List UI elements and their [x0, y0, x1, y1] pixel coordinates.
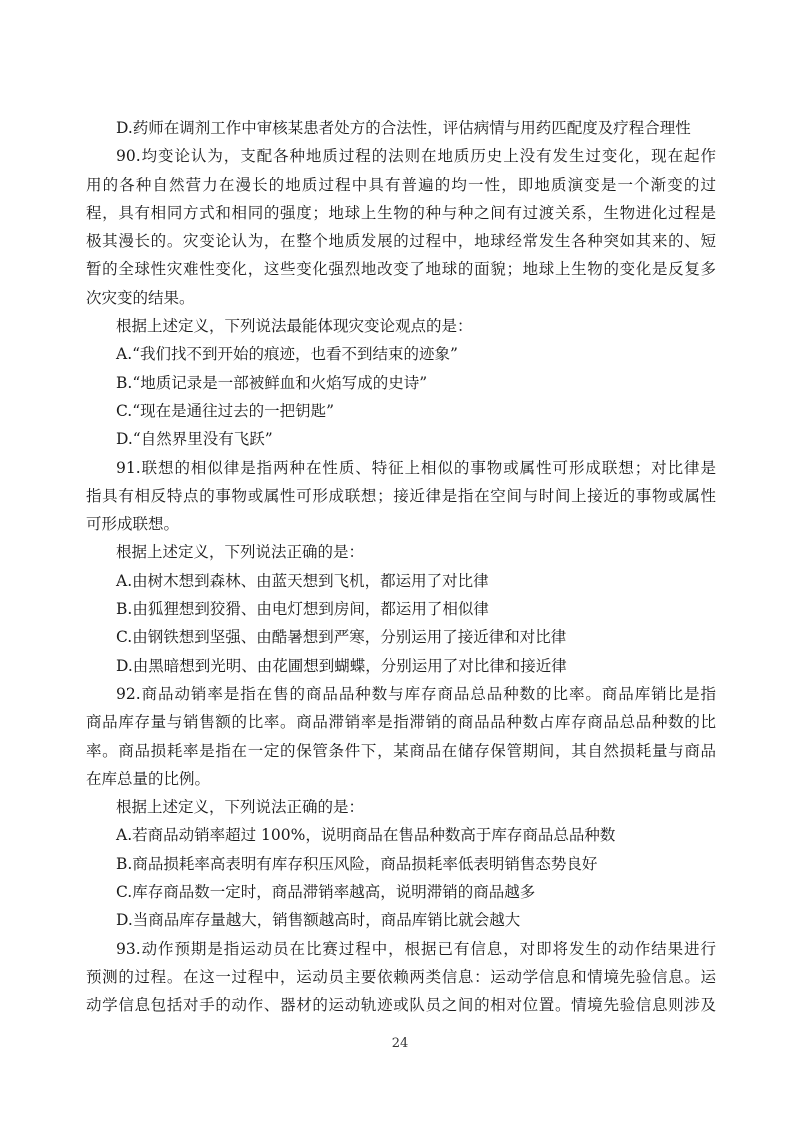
q89-option-d: D.药师在调剂工作中审核某患者处方的合法性，评估病情与用药匹配度及疗程合理性	[116, 119, 691, 137]
q93-stem-line: 动学信息包括对手的动作、器材的运动轨迹或队员之间的相对位置。情境先验信息则涉及	[86, 996, 716, 1015]
q90-stem-line: 90.均变论认为，支配各种地质过程的法则在地质历史上没有发生过变化，现在起作	[116, 147, 716, 166]
q92-option-a: A.若商品动销率超过 100%，说明商品在售品种数高于库存商品总品种数	[116, 826, 616, 845]
q93-stem-line: 预测的过程。在这一过程中，运动员主要依赖两类信息：运动学信息和情境先验信息。运	[86, 967, 716, 986]
q91-option-d: D.由黑暗想到光明、由花圃想到蝴蝶，分别运用了对比律和接近律	[116, 656, 567, 675]
page-number: 24	[391, 1036, 409, 1051]
q92-stem-line: 率。商品损耗率是指在一定的保管条件下，某商品在储存保管期间，其自然损耗量与商品	[86, 741, 716, 760]
q90-stem-line: 极其漫长的。灾变论认为，在整个地质发展的过程中，地球经常发生各种突如其来的、短	[86, 232, 716, 251]
q90-option-c: C.“现在是通往过去的一把钥匙”	[116, 401, 335, 420]
q91-option-b: B.由狐狸想到狡猾、由电灯想到房间，都运用了相似律	[116, 600, 489, 619]
q91-stem-line: 可形成联想。	[86, 515, 180, 534]
q91-option-c: C.由钢铁想到坚强、由酷暑想到严寒，分别运用了接近律和对比律	[116, 628, 567, 647]
q90-stem-line: 次灾变的结果。	[86, 288, 195, 307]
q92-question: 根据上述定义，下列说法正确的是：	[116, 798, 365, 817]
q90-stem-line: 暂的全球性灾难性变化，这些变化强烈地改变了地球的面貌；地球上生物的变化是反复多	[86, 260, 716, 279]
q91-stem-line: 指具有相反特点的事物或属性可形成联想；接近律是指在空间与时间上接近的事物或属性	[86, 486, 716, 505]
q90-option-d: D.“自然界里没有飞跃”	[116, 430, 273, 449]
q92-stem-line: 商品库存量与销售额的比率。商品滞销率是指滞销的商品品种数占库存商品总品种数的比	[86, 713, 716, 732]
q93-stem-line: 93.动作预期是指运动员在比赛过程中，根据已有信息，对即将发生的动作结果进行	[116, 939, 716, 958]
q90-question: 根据上述定义，下列说法最能体现灾变论观点的是：	[116, 317, 473, 336]
q92-option-b: B.商品损耗率高表明有库存积压风险，商品损耗率低表明销售态势良好	[116, 854, 598, 873]
q91-option-a: A.由树木想到森林、由蓝天想到飞机，都运用了对比律	[116, 571, 489, 590]
q91-stem-line: 91.联想的相似律是指两种在性质、特征上相似的事物或属性可形成联想；对比律是	[116, 458, 716, 477]
q90-stem-line: 程，具有相同方式和相同的强度；地球上生物的种与种之间有过渡关系，生物进化过程是	[86, 203, 716, 222]
q92-stem-line: 在库总量的比例。	[86, 769, 211, 788]
document-page	[86, 114, 716, 1020]
q90-option-a: A.“我们找不到开始的痕迹，也看不到结束的迹象”	[116, 345, 458, 364]
q91-question: 根据上述定义，下列说法正确的是：	[116, 543, 365, 562]
q90-option-b: B.“地质记录是一部被鲜血和火焰写成的史诗”	[116, 373, 428, 392]
q90-stem-line: 用的各种自然营力在漫长的地质过程中具有普遍的均一性，即地质演变是一个渐变的过	[86, 175, 716, 194]
q92-option-d: D.当商品库存量越大，销售额越高时，商品库销比就会越大	[116, 911, 521, 930]
q92-stem-line: 92.商品动销率是指在售的商品品种数与库存商品总品种数的比率。商品库销比是指	[116, 684, 716, 703]
q92-option-c: C.库存商品数一定时，商品滞销率越高，说明滞销的商品越多	[116, 883, 536, 902]
